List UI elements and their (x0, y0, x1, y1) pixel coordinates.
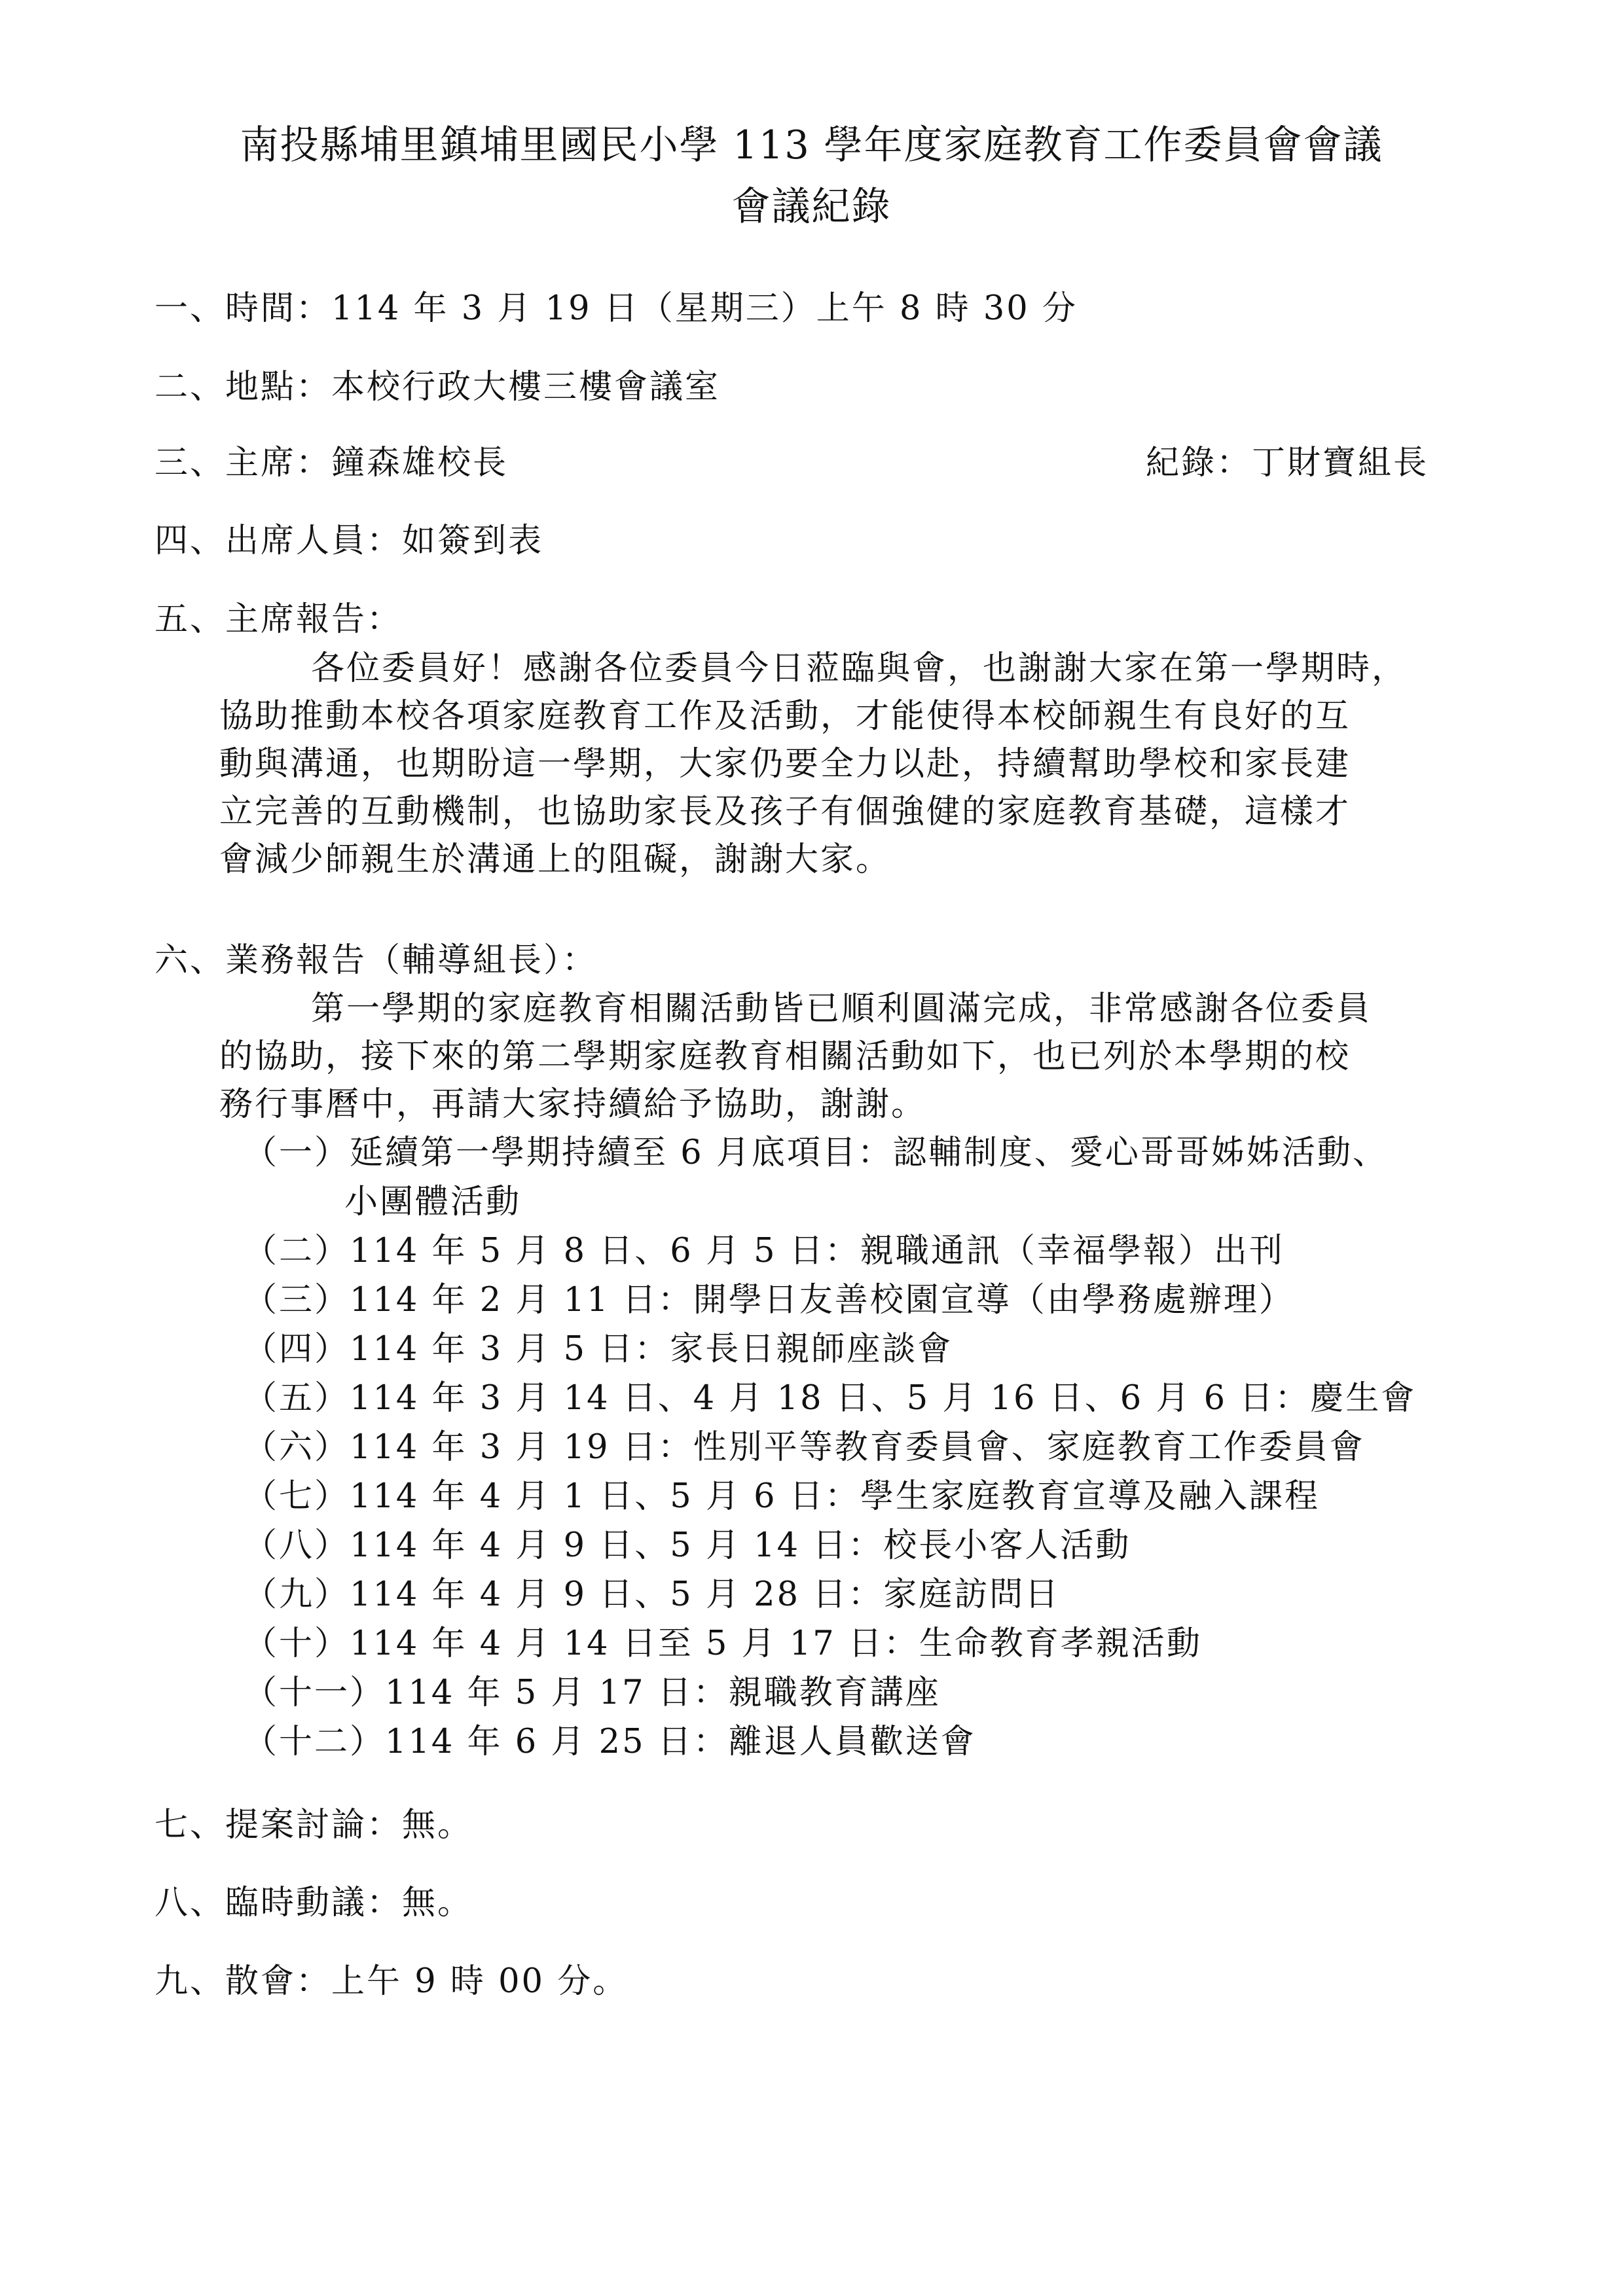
business-report-line: 第一學期的家庭教育相關活動皆已順利圓滿完成，非常感謝各位委員 (311, 990, 1372, 1028)
business-report-line: 務行事曆中，再請大家持續給予協助，謝謝。 (219, 1085, 927, 1124)
section-place: 二、地點：本校行政大樓三樓會議室 (155, 368, 721, 406)
activity-item: （六）114 年 3 月 19 日：性別平等教育委員會、家庭教育工作委員會 (244, 1428, 1365, 1467)
recorder: 紀錄：丁財寶組長 (1146, 444, 1429, 482)
document-title: 南投縣埔里鎮埔里國民小學 113 學年度家庭教育工作委員會會議 (240, 122, 1383, 168)
activity-item: （四）114 年 3 月 5 日：家長日親師座談會 (244, 1330, 953, 1369)
activity-item: （二）114 年 5 月 8 日、6 月 5 日：親職通訊（幸福學報）出刊 (244, 1232, 1285, 1270)
activity-item: （七）114 年 4 月 1 日、5 月 6 日：學生家庭教育宣導及融入課程 (244, 1477, 1320, 1516)
section-adjourn: 九、散會：上午 9 時 00 分。 (155, 1962, 629, 2001)
chair-report-line: 會減少師親生於溝通上的阻礙，謝謝大家。 (219, 840, 892, 879)
activity-item: （五）114 年 3 月 14 日、4 月 18 日、5 月 16 日、6 月 6 日：慶生會 (244, 1379, 1417, 1418)
document-subtitle: 會議紀錄 (731, 184, 892, 230)
chair-report-line: 立完善的互動機制，也協助家長及孩子有個強健的家庭教育基礎，這樣才 (219, 793, 1351, 831)
chair-report-line: 協助推動本校各項家庭教育工作及活動，才能使得本校師親生有良好的互 (219, 697, 1351, 736)
section-time: 一、時間：114 年 3 月 19 日（星期三）上午 8 時 30 分 (155, 289, 1078, 328)
activity-item-continuation: 小團體活動 (344, 1183, 522, 1221)
chair-report-line: 動與溝通，也期盼這一學期，大家仍要全力以赴，持續幫助學校和家長建 (219, 745, 1351, 783)
activity-item: （九）114 年 4 月 9 日、5 月 28 日：家庭訪問日 (244, 1575, 1061, 1614)
section-attendees: 四、出席人員：如簽到表 (155, 522, 544, 560)
business-report-line: 的協助，接下來的第二學期家庭教育相關活動如下，也已列於本學期的校 (219, 1037, 1351, 1076)
section-extempore-motions: 八、臨時動議：無。 (155, 1884, 473, 1922)
section-proposals: 七、提案討論：無。 (155, 1806, 473, 1844)
activity-item: （十一）114 年 5 月 17 日：親職教育講座 (244, 1674, 941, 1712)
activity-item: （十二）114 年 6 月 25 日：離退人員歡送會 (244, 1723, 976, 1761)
section-business-report-heading: 六、業務報告（輔導組長）： (155, 941, 598, 980)
section-chair: 三、主席：鐘森雄校長 (155, 444, 509, 482)
activity-item: （一）延續第一學期持續至 6 月底項目：認輔制度、愛心哥哥姊姊活動、 (244, 1134, 1388, 1172)
section-chair-report-heading: 五、主席報告： (155, 600, 403, 639)
activity-item: （八）114 年 4 月 9 日、5 月 14 日：校長小客人活動 (244, 1526, 1131, 1565)
chair-report-line: 各位委員好！感謝各位委員今日蒞臨與會，也謝謝大家在第一學期時， (311, 649, 1408, 688)
activity-item: （三）114 年 2 月 11 日：開學日友善校園宣導（由學務處辦理） (244, 1281, 1294, 1319)
activity-item: （十）114 年 4 月 14 日至 5 月 17 日：生命教育孝親活動 (244, 1624, 1202, 1663)
